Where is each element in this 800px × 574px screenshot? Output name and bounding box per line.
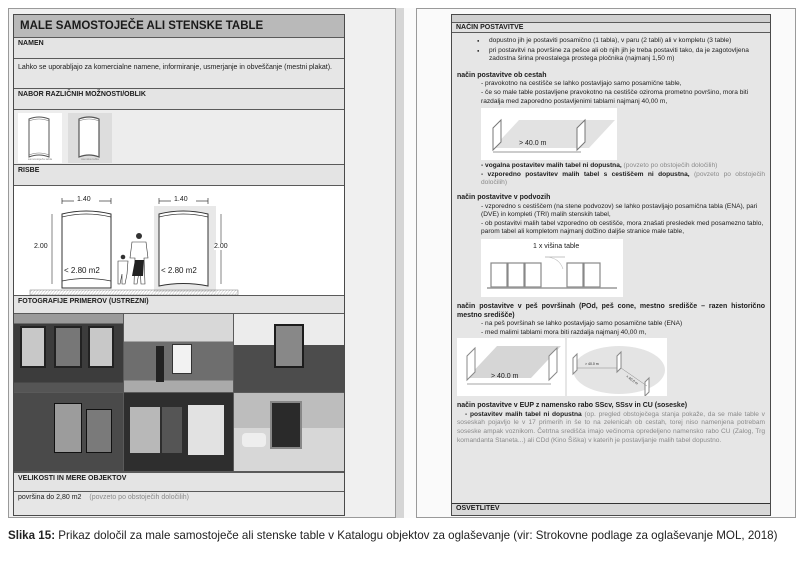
ob-cestah-rule [457,162,765,171]
v-podvozih-line: - ob postavitvi malih tabel vzporedno ob cestišče, mora znašati presledek med posamezno tablo, parom tabel ali kompletom najmanj dolžino daljše stranice male table, [481,219,764,236]
bullet-item: ● dopustno jih je postaviti posamično (1 tabla), v paru (2 tabli) ali v kompletu (3 table) [479,37,765,46]
oblik-heading: NABOR RAZLIČNIH MOŽNOSTI/OBLIK [14,89,344,110]
pes-povrsine-line: - na peš površinah se lahko postavljajo samo posamične table (ENA) [481,320,683,328]
example-photo [124,314,234,393]
caption-label: Slika 15: [8,529,56,542]
example-photo [14,314,124,393]
freestanding-board-icon [26,115,52,161]
page-gutter [396,8,416,518]
road-distance-figure [481,108,617,160]
rule-text: - vogalna postavitev malih tabel ni dopustna, [481,162,622,170]
pes-povrsine-heading: način postavitve v peš površinah (POd, peš cone, mestno središče – razen historično mestno središče) [457,302,765,319]
placement-rules [452,33,770,448]
rule-note: (povzeto po obstoječih določilih) [623,162,718,170]
pedestrian-figures [457,338,765,396]
catalog-card-right [451,14,771,516]
catalog-card-left [13,14,345,516]
parallelogram-distance-icon [481,108,617,160]
velikosti-heading: VELIKOSTI IN MERE OBJEKTOV [14,472,344,492]
shape-box-1 [18,113,62,163]
width-label-1: 1.40 [77,196,91,203]
pedestrian-figure-2 [567,338,667,396]
eup-rule [457,411,765,445]
radial-distance-icon [567,338,667,396]
rule-text: - vzporedno postavitev malih tabel s cestiščem ni dopustna, [481,170,690,178]
wall-board-icon [76,115,102,161]
example-photos-grid [14,314,344,472]
velikosti-value-row [14,492,344,509]
rule-note: (povzeto po obstoječih določilih) [481,170,765,187]
ob-cestah-line: - če so male table postavljene pravokotno na cestišče oziroma prometno površino, mora biti razdalja med zaporedno postavljenimi tablami najmanj 40,00 m, [481,88,749,105]
v-podvozih-line: - vzporedno s cestiščem (na stene podvozov) se lahko postavljajo posamična tabla (ENA), pari (DVE) in kompleti (TRI) malih stenskih tabel, [481,202,758,219]
ob-cestah-line: - pravokotno na cestišče se lahko postavljajo samo posamične table, [481,80,682,88]
ob-cestah-rule [457,171,765,188]
pedestrian-figure-1 [457,338,565,396]
pes-povrsine-line: - med malimi tablami mora biti razdalja najmanj 40,00 m, [481,328,647,336]
technical-drawing [14,186,344,296]
shapes-row [14,110,344,165]
height-label-1: 2.00 [34,243,48,250]
area-label-2: < 2.80 m2 [161,266,197,275]
card-title: MALE SAMOSTOJEČE ALI STENSKE TABLE [14,15,344,38]
area-label-1: < 2.80 m2 [64,266,100,275]
v-podvozih-heading: način postavitve v podvozih [457,193,551,201]
card-top-band [452,15,770,23]
figure-caption [8,527,798,544]
pedestrian-distance-label: > 40.0 m [491,373,519,381]
caption-text: Prikaz določil za male samostoječe ali stenske table v Katalogu objektov za oglaševanje (vir: Strokovne podlage za oglaševanje MOL, 2018) [55,529,778,542]
radial-label-a: > 40.0 m [585,362,599,367]
risbe-heading: RISBE [14,165,344,186]
placement-bullets [457,37,765,64]
ob-cestah-heading: način postavitve ob cestah [457,71,547,79]
example-photo [124,393,234,471]
namen-text: Lahko se uporabljajo za komercialne namene, informiranje, usmerjanje in obveščanje (mestni plakat). [14,59,344,89]
example-photo [234,314,344,393]
radial-label-b: > 40.0 m [625,374,639,386]
example-photo [14,393,124,471]
shape-box-2 [68,113,112,163]
left-page [8,8,396,518]
eup-rule-text: - postavitev malih tabel ni dopustna [465,410,582,418]
height-label-2: 2.00 [214,243,228,250]
osvetlitev-heading: OSVETLITEV [452,503,770,515]
spacing-label: 1 x višina table [533,242,580,250]
road-distance-label: > 40.0 m [519,140,547,148]
eup-note: (op. pregled obstoječega stanja pokaže, da se male table v soseskah pojavljo le v 17 primerih in še to na zelenicah ob cestah, torej niso namenjena potrebam soseske ampak voznikom. Četrtna središča imajo večinoma opredeljeno namensko rabo CU (Zalog, Trg komandanta Staneta...) ali CDd (Kino Šiška) v katerih je postavljanje malih tabel dopustno. [457,410,765,444]
shape-label-1: samostoječa tabla [27,157,53,161]
pedestrian-distance-icon [457,338,565,396]
bullet-item: ● pri postavitvi na površine za pešce ali ob njih jih je treba postaviti tako, da je zagotovljena zadostna širina preostalega prostega pločnika (najmanj 1,50 m) [479,47,765,64]
eup-heading: način postavitve v EUP z namensko rabo SScv, SSsv in CU (soseske) [457,402,688,410]
right-page [416,8,796,518]
underpass-spacing-figure [481,239,623,297]
surface-note: (povzeto po obstoječih določilih) [89,494,190,501]
nacin-postavitve-heading: NAČIN POSTAVITVE [452,23,770,33]
surface-value: površina do 2,80 m2 [18,494,82,501]
shape-label-2: stenska tabla [81,157,99,161]
namen-heading: NAMEN [14,38,344,59]
example-photo [234,393,344,471]
width-label-2: 1.40 [174,196,188,203]
fotografije-heading: FOTOGRAFIJE PRIMEROV (USTREZNI) [14,296,344,314]
